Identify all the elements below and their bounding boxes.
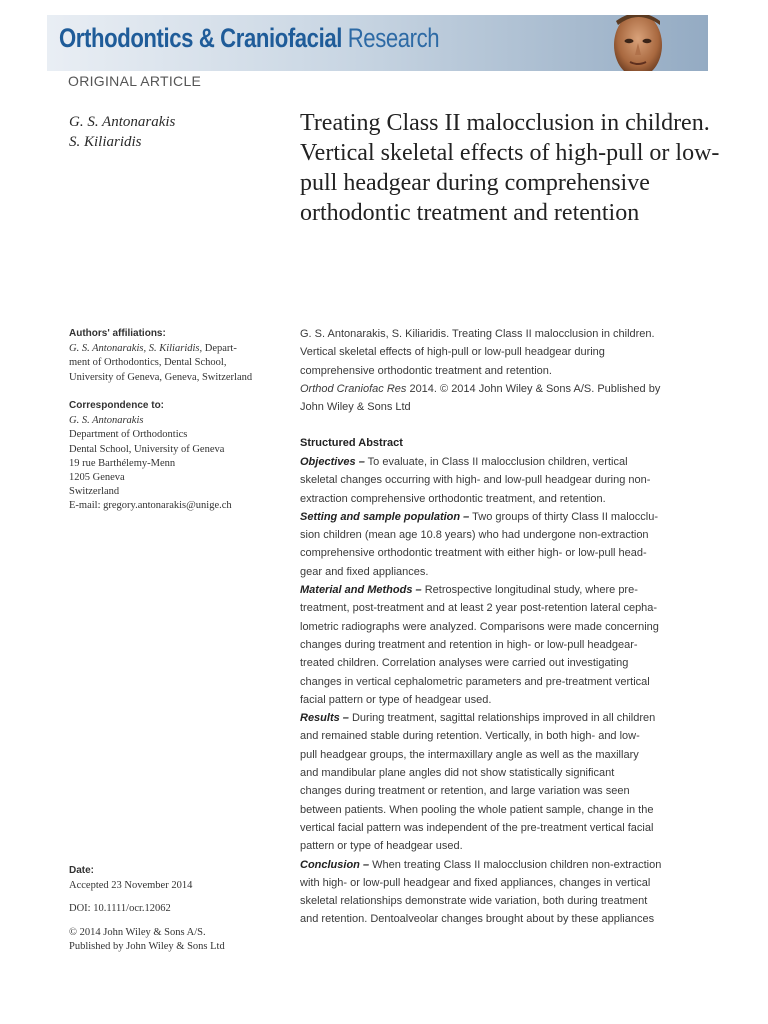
accepted-date: Accepted 23 November 2014 bbox=[69, 880, 193, 892]
abstract-text: and mandibular plane angles did not show statistically significant bbox=[300, 767, 615, 780]
dates-block bbox=[69, 864, 284, 954]
citation-line: Vertical skeletal effects of high-pull or low-pull headgear during bbox=[300, 346, 605, 359]
abstract-text: pull headgear groups, the intermaxillary angle as well as the maxillary bbox=[300, 748, 639, 761]
citation-line: John Wiley & Sons Ltd bbox=[300, 401, 411, 414]
abstract-text: To evaluate, in Class II malocclusion children, vertical bbox=[364, 456, 628, 468]
citation-line: comprehensive orthodontic treatment and retention. bbox=[300, 364, 552, 377]
address-line: 1205 Geneva bbox=[69, 472, 125, 484]
section-label: Conclusion – bbox=[300, 858, 370, 871]
journal-title-part3: Research bbox=[347, 23, 440, 53]
correspondence-block bbox=[69, 399, 284, 514]
address-line: Department of Orthodontics bbox=[69, 429, 188, 441]
article-type: ORIGINAL ARTICLE bbox=[68, 73, 202, 89]
copyright-line: Published by John Wiley & Sons Ltd bbox=[69, 940, 225, 952]
author-name: G. S. Antonarakis bbox=[69, 114, 176, 130]
abstract-text: extraction comprehensive orthodontic treatment, and retention. bbox=[300, 492, 606, 505]
email-address: E-mail: gregory.antonarakis@unige.ch bbox=[69, 500, 232, 512]
section-label: Results – bbox=[300, 712, 349, 725]
affiliations-text: Depart- bbox=[202, 343, 237, 355]
citation-block bbox=[300, 325, 690, 416]
affiliations-heading: Authors' affiliations: bbox=[69, 328, 166, 339]
abstract-text: treated children. Correlation analyses were carried out investigating bbox=[300, 657, 629, 670]
abstract-text: changes in vertical cephalometric parameters and pre-treatment vertical bbox=[300, 675, 650, 688]
citation-journal: Orthod Craniofac Res bbox=[300, 382, 407, 395]
affiliations-text: ment of Orthodontics, Dental School, bbox=[69, 357, 227, 369]
affiliations-text: University of Geneva, Geneva, Switzerland bbox=[69, 371, 253, 383]
correspondence-heading: Correspondence to: bbox=[69, 400, 165, 411]
abstract-text: pattern or type of headgear used. bbox=[300, 840, 463, 853]
copyright-line: © 2014 John Wiley & Sons A/S. bbox=[69, 926, 206, 938]
abstract-text: treatment, post-treatment and at least 2 year post-retention lateral cepha- bbox=[300, 602, 658, 615]
abstract-text: changes during treatment or retention, and large variation was seen bbox=[300, 785, 630, 798]
affiliations-block bbox=[69, 327, 284, 385]
abstract-text: When treating Class II malocclusion children non-extraction bbox=[369, 858, 662, 871]
face-logo-icon bbox=[608, 15, 708, 71]
abstract-text: During treatment, sagittal relationships improved in all children bbox=[348, 712, 656, 725]
section-label: Objectives – bbox=[300, 456, 365, 468]
section-label: Material and Methods – bbox=[300, 584, 422, 597]
abstract-text: Retrospective longitudinal study, where pre- bbox=[421, 584, 638, 597]
abstract-text: skeletal changes occurring with high- and low-pull headgear during non- bbox=[300, 474, 651, 487]
abstract-text: and remained stable during retention. Vertically, in both high- and low- bbox=[300, 730, 640, 743]
abstract-text: lometric radiographs were analyzed. Comparisons were made concerning bbox=[300, 620, 659, 633]
doi: DOI: 10.1111/ocr.12062 bbox=[69, 903, 171, 915]
journal-title-amp: & bbox=[198, 23, 215, 53]
correspondence-name: G. S. Antonarakis bbox=[69, 415, 144, 427]
abstract-text: skeletal relationships demonstrate wide variation, both during treatment bbox=[300, 895, 648, 908]
abstract-heading: Structured Abstract bbox=[300, 437, 403, 449]
section-label: Setting and sample population – bbox=[300, 510, 470, 523]
address-line: 19 rue Barthélemy-Menn bbox=[69, 457, 176, 469]
citation-line: G. S. Antonarakis, S. Kiliaridis. Treating Class II malocclusion in children. bbox=[300, 328, 655, 340]
abstract-text: vertical facial pattern was independent of the pre-treatment vertical facial bbox=[300, 821, 654, 834]
abstract-text: and retention. Dentoalveolar changes brought about by these appliances bbox=[300, 913, 655, 926]
abstract-text: comprehensive orthodontic treatment with either high- or low-pull head- bbox=[300, 547, 647, 560]
article-title: Treating Class II malocclusion in children. Vertical skeletal effects of high-pull or low-pull headgear during comprehensive orthodontic treatment and retention bbox=[300, 110, 720, 226]
abstract-text: between patients. When pooling the whole patient sample, change in the bbox=[300, 803, 654, 816]
abstract-text: sion children (mean age 10.8 years) who had undergone non-extraction bbox=[300, 529, 649, 542]
journal-title bbox=[59, 23, 439, 54]
structured-abstract bbox=[300, 434, 690, 929]
abstract-text: gear and fixed appliances. bbox=[300, 565, 429, 578]
author-list bbox=[69, 112, 175, 152]
affiliations-names: G. S. Antonarakis, S. Kiliaridis, bbox=[69, 343, 203, 355]
journal-title-part1: Orthodontics bbox=[59, 23, 194, 53]
address-line: Dental School, University of Geneva bbox=[69, 443, 225, 455]
journal-banner bbox=[47, 15, 708, 71]
address-line: Switzerland bbox=[69, 486, 120, 498]
abstract-text: facial pattern or type of headgear used. bbox=[300, 693, 492, 706]
dates-heading: Date: bbox=[69, 865, 95, 876]
abstract-text: with high- or low-pull headgear and fixed appliances, changes in vertical bbox=[300, 876, 651, 889]
citation-line: 2014. © 2014 John Wiley & Sons A/S. Published by bbox=[406, 382, 661, 395]
journal-title-part2: Craniofacial bbox=[220, 23, 342, 53]
abstract-text: changes during treatment and retention in high- or low-pull headgear- bbox=[300, 638, 638, 651]
author-name: S. Kiliaridis bbox=[69, 134, 142, 150]
abstract-text: Two groups of thirty Class II malocclu- bbox=[469, 510, 658, 523]
